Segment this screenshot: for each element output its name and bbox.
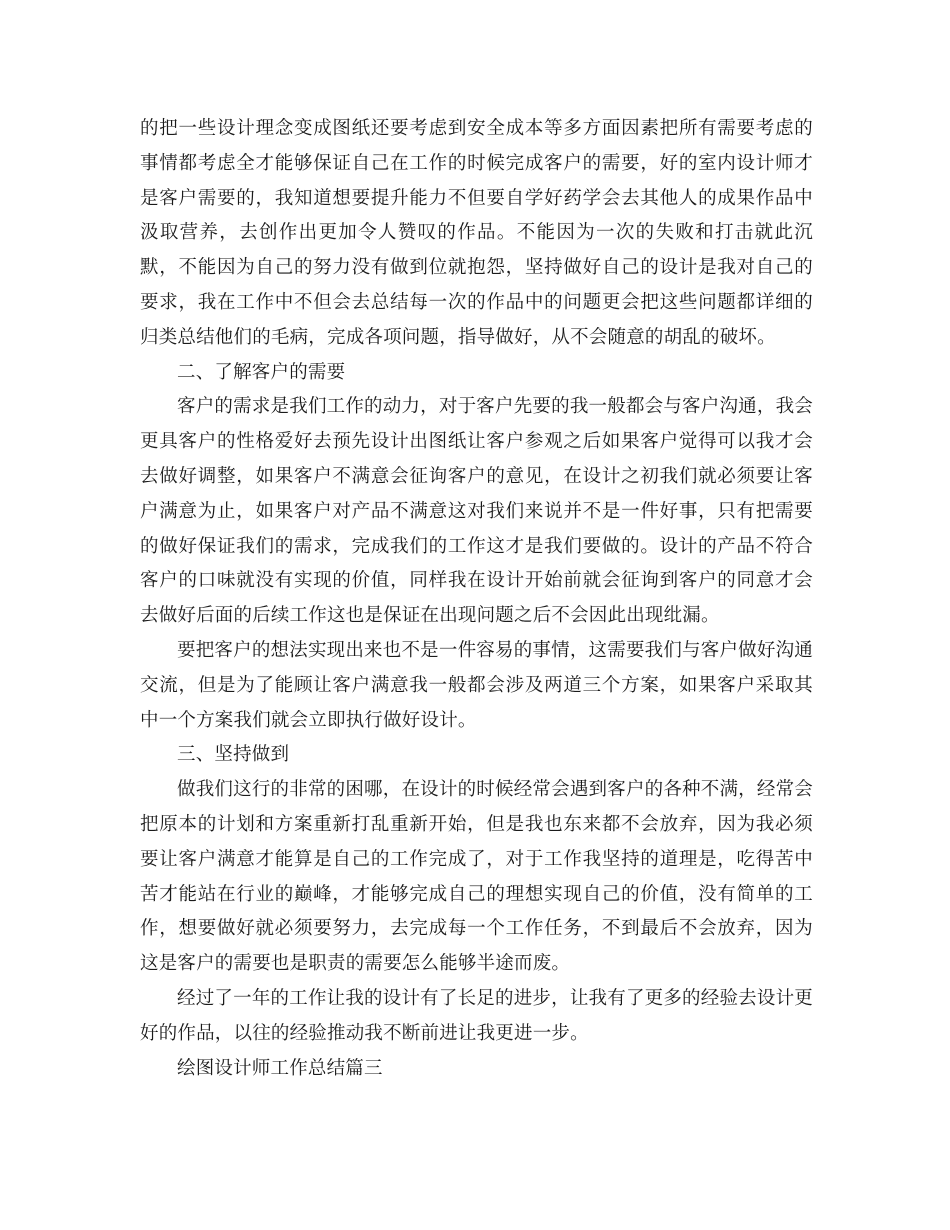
paragraph-continuation: 的把一些设计理念变成图纸还要考虑到安全成本等多方面因素把所有需要考虑的事情都考虑全才能够保证自己在工作的时候完成客户的需要，好的室内设计师才是客户需要的，我知道想要提升能力不但要自学好药学会去其他人的成果作品中汲取营养，去创作出更加令人赞叹的作品。不能因为一次的失败和打击就此沉默，不能因为自己的努力没有做到位就抱怨，坚持做好自己的设计是我对自己的要求，我在工作中不但会去总结每一次的作品中的问题更会把这些问题都详细的归类总结他们的毛病，完成各项问题，指导做好，从不会随意的胡乱的破坏。 [140,118,813,348]
section-heading-understand-client: 二、了解客户的需要 [177,361,346,383]
paragraph-client-needs: 客户的需求是我们工作的动力，对于客户先要的我一般都会与客户沟通，我会更具客户的性格爱好去预先设计出图纸让客户参观之后如果客户觉得可以我才会去做好调整，如果客户不满意会征询客户的意见，在设计之初我们就必须要让客户满意为止，如果客户对产品不满意这对我们来说并不是一件好事，只有把需要的做好保证我们的需求，完成我们的工作这才是我们要做的。设计的产品不符合客户的口味就没有实现的价值，同样我在设计开始前就会征询到客户的同意才会去做好后面的后续工作这也是保证在出现问题之后不会因此出现纰漏。 [140,396,813,627]
section-heading-part-three: 绘图设计师工作总结篇三 [177,1057,383,1079]
section-heading-persist: 三、坚持做到 [177,744,290,766]
paragraph-year-summary: 经过了一年的工作让我的设计有了长足的进步，让我有了更多的经验去设计更好的作品，以往的经验推动我不断前进让我更进一步。 [140,987,813,1044]
paragraph-client-communication: 要把客户的想法实现出来也不是一件容易的事情，这需要我们与客户做好沟通交流，但是为了能顾让客户满意我一般都会涉及两道三个方案，如果客户采取其中一个方案我们就会立即执行做好设计。 [140,639,813,731]
document-body [140,112,813,1086]
paragraph-persistence: 做我们这行的非常的困哪，在设计的时候经常会遇到客户的各种不满，经常会把原本的计划和方案重新打乱重新开始，但是我也东来都不会放弃，因为我必须要让客户满意才能算是自己的工作完成了，对于工作我坚持的道理是，吃得苦中苦才能站在行业的巅峰，才能够完成自己的理想实现自己的价值，没有简单的工作，想要做好就必须要努力，去完成每一个工作任务，不到最后不会放弃，因为这是客户的需要也是职责的需要怎么能够半途而废。 [140,779,813,975]
